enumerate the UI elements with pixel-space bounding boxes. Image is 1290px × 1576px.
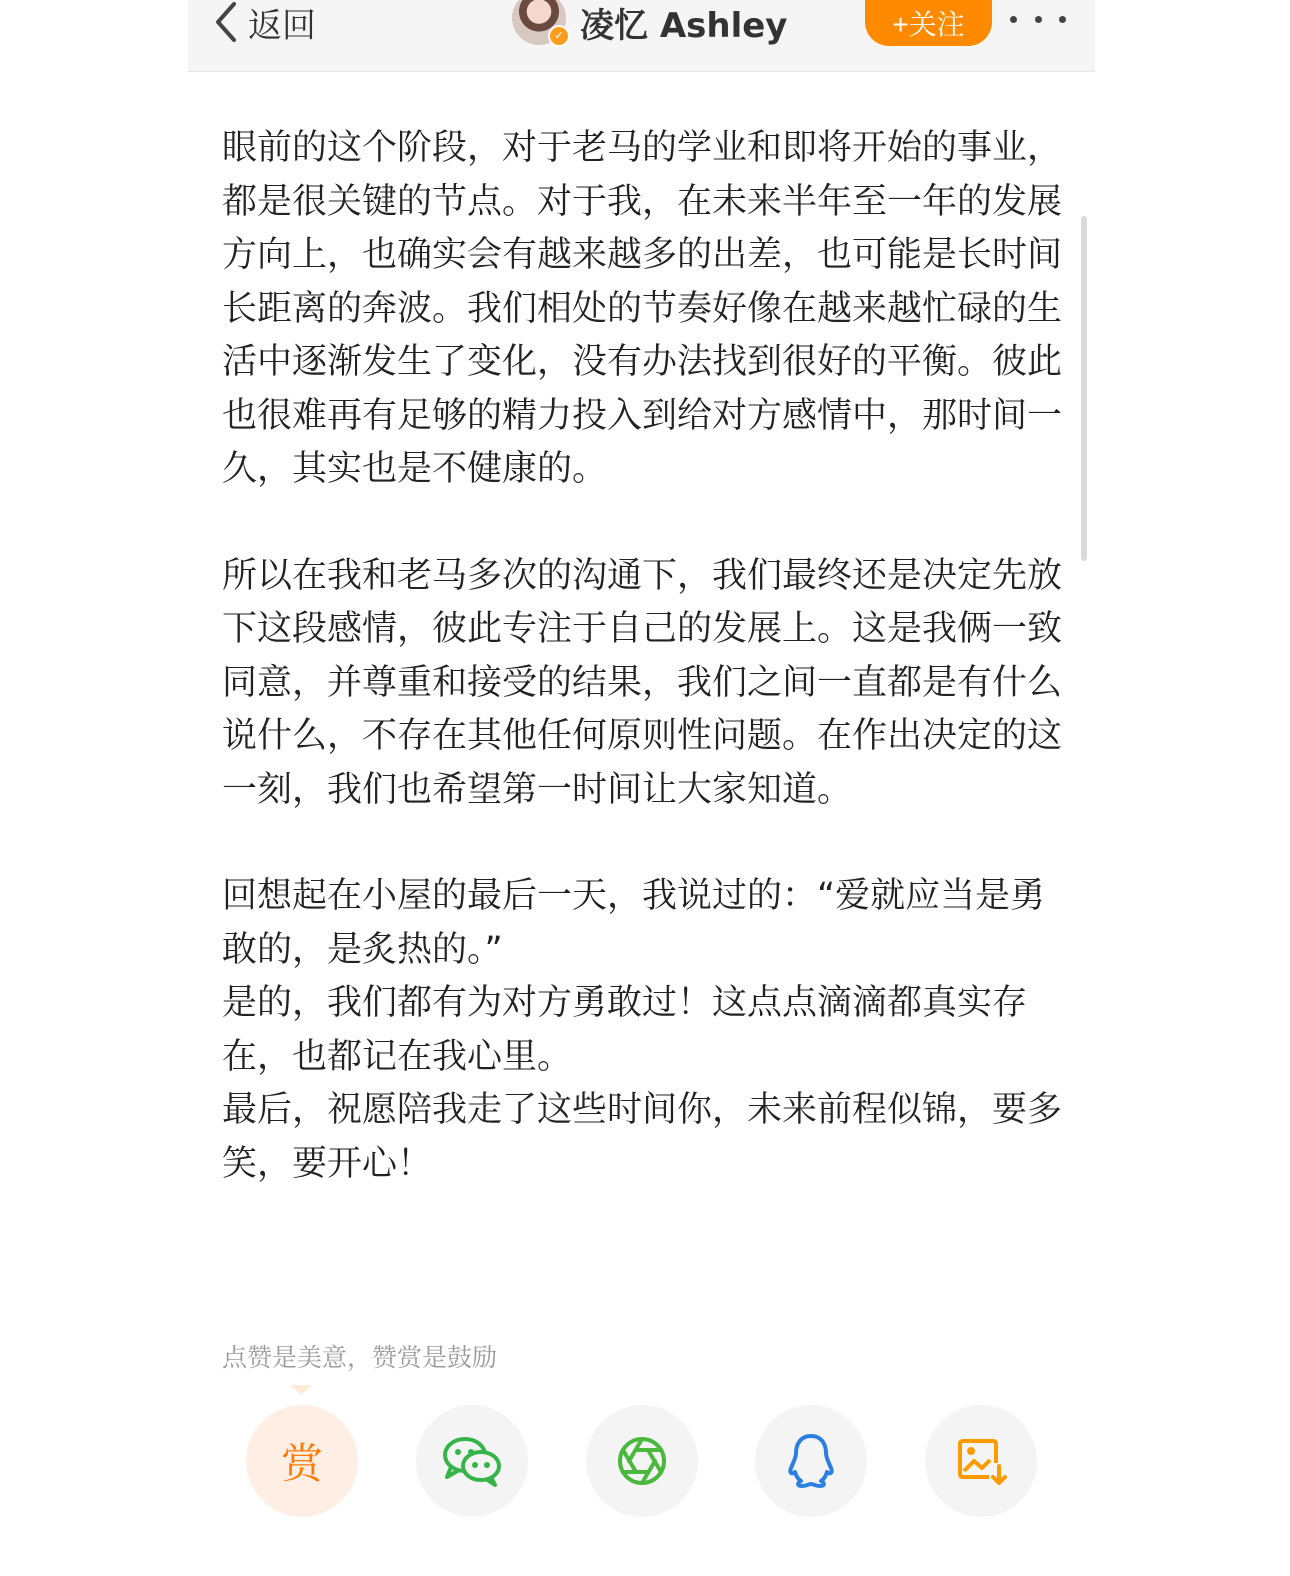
dot bbox=[1035, 16, 1042, 23]
reward-label: 赏 bbox=[280, 1439, 323, 1488]
wechat-icon bbox=[441, 1435, 503, 1487]
article-paragraph: 回想起在小屋的最后一天，我说过的：“爱就应当是勇敢的，是炙热的。” bbox=[222, 876, 1046, 970]
back-button[interactable] bbox=[212, 0, 316, 44]
save-image-icon bbox=[955, 1435, 1007, 1487]
share-qq-button[interactable] bbox=[755, 1405, 867, 1517]
article-paragraph: 是的，我们都有为对方勇敢过！这点点滴滴都真实存在，也都记在我心里。 bbox=[222, 983, 1028, 1077]
reward-hint-text: 点赞是美意，赞赏是鼓励 bbox=[222, 1343, 498, 1372]
more-dots-icon[interactable] bbox=[1010, 8, 1066, 30]
article-body bbox=[222, 122, 1062, 1191]
hint-pointer bbox=[290, 1385, 312, 1395]
article-paragraph: 所以在我和老马多次的沟通下，我们最终还是决定先放下这段感情，彼此专注于自己的发展上。这是我俩一致同意，并尊重和接受的结果，我们之间一直都是有什么说什么，不存在其他任何原则性问题。在作出决定的这一刻，我们也希望第一时间让大家知道。 bbox=[222, 555, 1063, 810]
qq-icon bbox=[786, 1432, 836, 1490]
share-action-row bbox=[0, 1405, 1290, 1517]
dot bbox=[1010, 16, 1017, 23]
article-paragraph: 眼前的这个阶段，对于老马的学业和即将开始的事业，都是很关键的节点。对于我，在未来半年至一年的发展方向上，也确实会有越来越多的出差，也可能是长时间长距离的奔波。我们相处的节奏好像在越来越忙碌的生活中逐渐发生了变化，没有办法找到很好的平衡。彼此也很难再有足够的精力投入到给对方感情中，那时间一久，其实也是不健康的。 bbox=[222, 128, 1063, 489]
back-label: 返回 bbox=[248, 5, 316, 46]
scrollbar[interactable] bbox=[1081, 216, 1087, 561]
chevron-left-icon bbox=[212, 0, 240, 44]
verified-badge-icon: ✓ bbox=[548, 25, 570, 47]
top-navigation-bar bbox=[188, 0, 1095, 72]
avatar[interactable] bbox=[512, 0, 566, 45]
follow-button[interactable]: +关注 bbox=[865, 0, 992, 46]
dot bbox=[1059, 16, 1066, 23]
save-image-button[interactable] bbox=[925, 1405, 1037, 1517]
article-paragraph: 最后，祝愿陪我走了这些时间你，未来前程似锦，要多笑，要开心！ bbox=[222, 1090, 1063, 1184]
author-info[interactable] bbox=[512, 0, 787, 44]
share-moments-button[interactable] bbox=[586, 1405, 698, 1517]
moments-icon bbox=[615, 1434, 669, 1488]
reward-button[interactable] bbox=[246, 1405, 358, 1517]
author-name[interactable]: 凌忆 Ashley bbox=[580, 5, 788, 46]
share-wechat-button[interactable] bbox=[416, 1405, 528, 1517]
